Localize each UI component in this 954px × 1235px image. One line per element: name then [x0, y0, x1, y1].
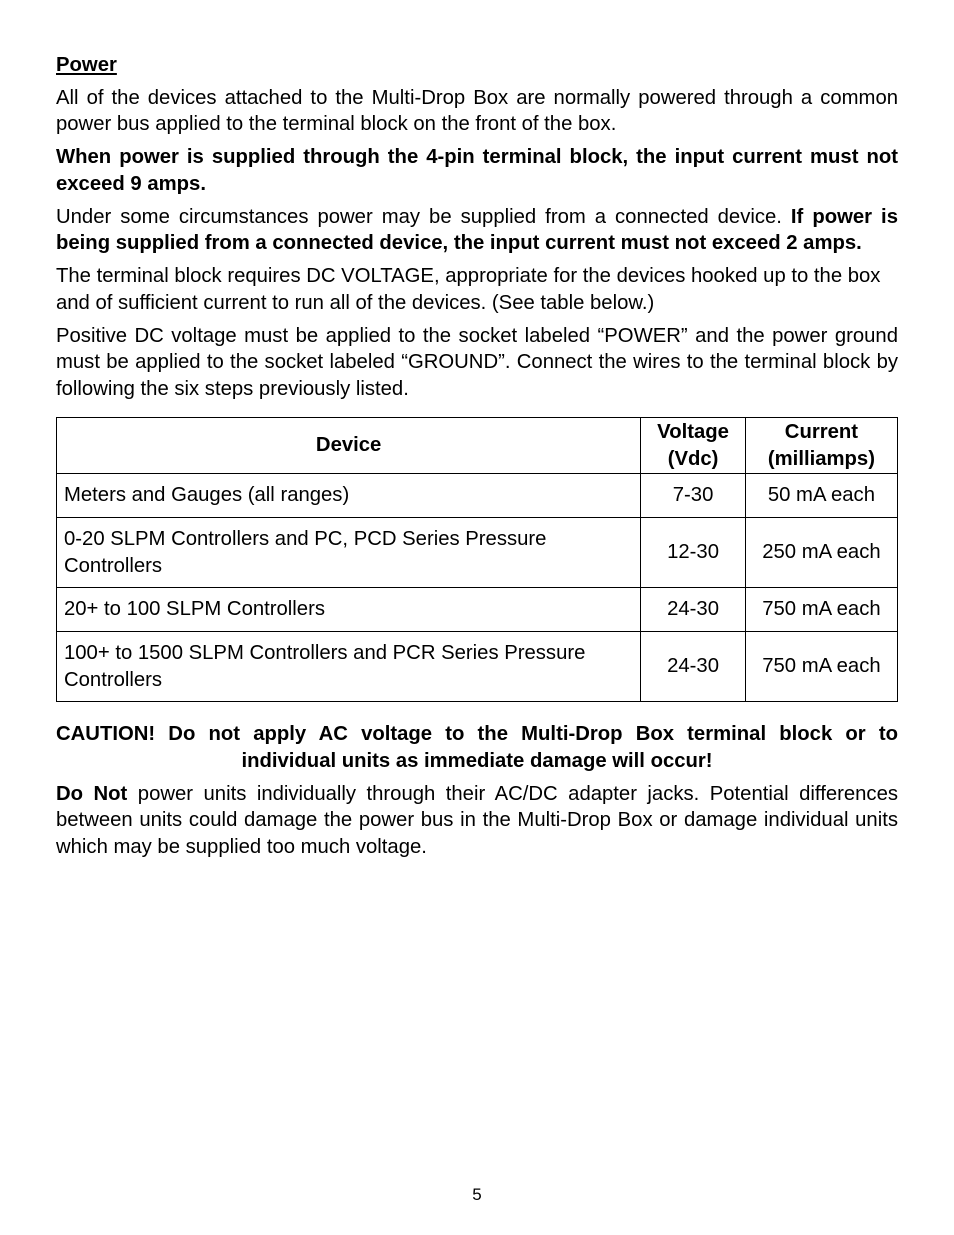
connected-device-current-warning: If power is being supplied from a connected device, the input current must not exceed 2 amps.: [56, 205, 898, 254]
section-heading: Power: [56, 54, 117, 76]
polarity-paragraph: Positive DC voltage must be applied to the socket labeled “POWER” and the power ground must be applied to the socket labeled “GROUND”. Connect the wires to the terminal block by following the six steps previously listed.: [56, 324, 898, 400]
device-cell: 20+ to 100 SLPM Controllers: [57, 588, 641, 632]
device-cell: 0-20 SLPM Controllers and PC, PCD Series Pressure Controllers: [57, 518, 641, 588]
header-voltage-unit: (Vdc): [667, 447, 719, 470]
page-number: 5: [472, 1185, 482, 1204]
voltage-cell: 24-30: [641, 632, 746, 702]
dc-voltage-paragraph: The terminal block requires DC VOLTAGE, appropriate for the devices hooked up to the box and of sufficient current to run all of the devices. (See table below.): [56, 265, 881, 314]
voltage-cell: 12-30: [641, 518, 746, 588]
header-voltage: [641, 418, 746, 474]
current-cell: 750 mA each: [745, 632, 897, 702]
current-cell: 250 mA each: [745, 518, 897, 588]
power-requirements-table: [56, 417, 898, 702]
adapter-jack-warning-text: power units individually through their AC/DC adapter jacks. Potential differences between units could damage the power bus in the Multi-Drop Box or damage individual units which may be supplied too much voltage.: [56, 782, 898, 858]
voltage-cell: 24-30: [641, 588, 746, 632]
header-device: Device: [57, 418, 641, 474]
connected-device-paragraph: [56, 204, 898, 257]
device-cell: 100+ to 1500 SLPM Controllers and PCR Series Pressure Controllers: [57, 632, 641, 702]
header-voltage-label: Voltage: [657, 421, 729, 443]
header-current-unit: (milliamps): [767, 447, 875, 470]
intro-paragraph: All of the devices attached to the Multi-Drop Box are normally powered through a common power bus applied to the terminal block on the front of the box.: [56, 86, 898, 135]
terminal-block-current-warning: When power is supplied through the 4-pin terminal block, the input current must not exceed 9 amps.: [56, 146, 898, 195]
table-row: [57, 474, 898, 518]
device-cell: Meters and Gauges (all ranges): [57, 474, 641, 518]
do-not-emphasis: Do Not: [56, 782, 128, 805]
table-row: [57, 588, 898, 632]
table-header-row: [57, 418, 898, 474]
current-cell: 50 mA each: [745, 474, 897, 518]
current-cell: 750 mA each: [745, 588, 897, 632]
connected-device-text: Under some circumstances power may be supplied from a connected device.: [56, 205, 791, 228]
table-row: [57, 632, 898, 702]
table-row: [57, 518, 898, 588]
adapter-jack-warning-paragraph: [56, 781, 898, 861]
header-current: [745, 418, 897, 474]
voltage-cell: 7-30: [641, 474, 746, 518]
header-current-label: Current: [784, 421, 859, 443]
document-page: [56, 52, 898, 867]
caution-notice: CAUTION! Do not apply AC voltage to the Multi-Drop Box terminal block or to individual units as immediate damage will occur!: [56, 723, 898, 772]
